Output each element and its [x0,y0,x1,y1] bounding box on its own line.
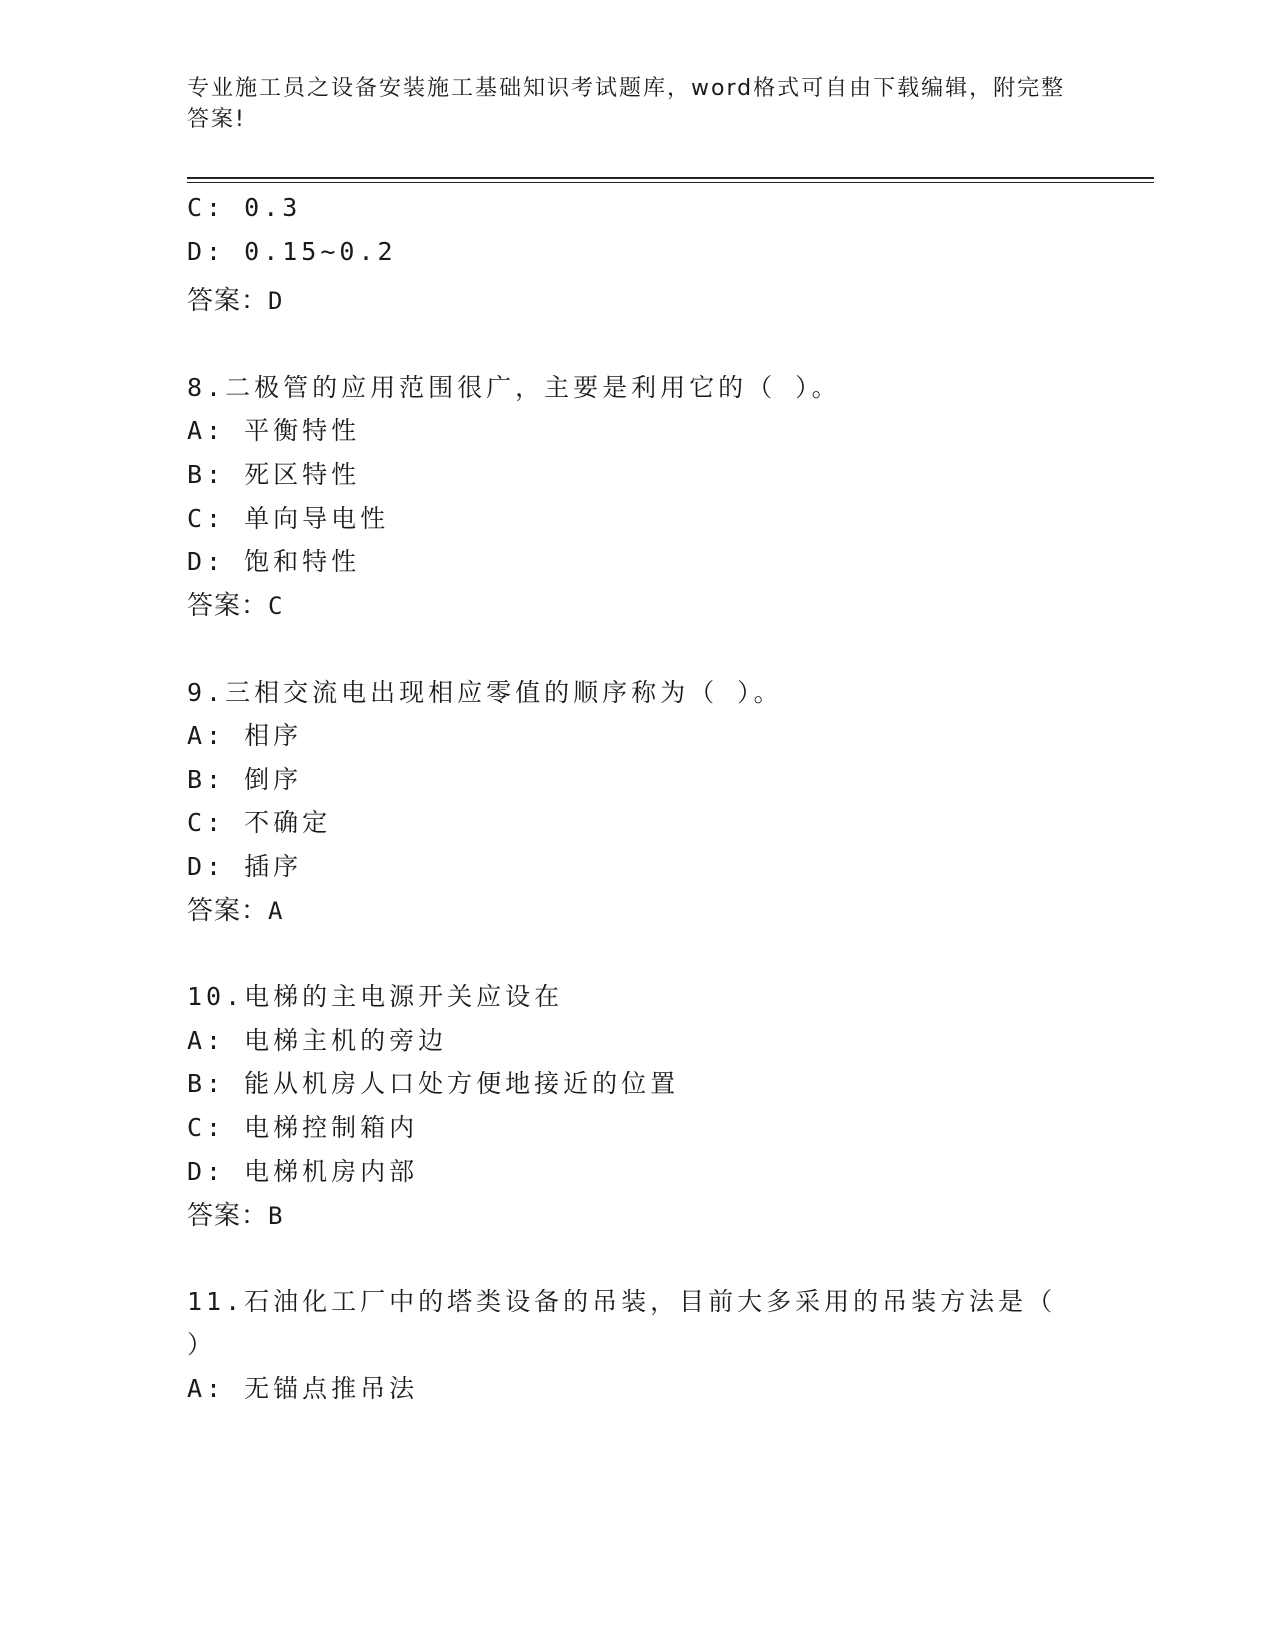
document-header: 专业施工员之设备安装施工基础知识考试题库，word格式可自由下载编辑，附完整答案! [187,76,1066,132]
option-a: A: 相序 [187,721,303,750]
option-c: C: 0.3 [187,193,302,222]
answer-label: 答案： [187,896,269,926]
answer-label: 答案： [187,591,269,621]
question-stem: 8.二极管的应用范围很广，主要是利用它的（ ）。 [187,373,841,402]
answer-line [187,280,283,317]
answer-label: 答案： [187,1201,269,1231]
question-stem: 11.石油化工厂中的塔类设备的吊装，目前大多采用的吊装方法是（ [187,1287,1057,1316]
answer-line [187,1195,283,1232]
answer-value: A [268,897,284,925]
answer-value: B [268,1202,284,1230]
option-d: D: 电梯机房内部 [187,1157,419,1186]
option-c: C: 电梯控制箱内 [187,1113,419,1142]
option-a: A: 无锚点推吊法 [187,1374,419,1403]
answer-line [187,890,283,927]
question-stem-continued: ） [187,1330,217,1359]
answer-line [187,585,283,622]
option-d: D: 0.15~0.2 [187,237,397,266]
option-c: C: 单向导电性 [187,504,390,533]
header-divider-thin [187,182,1154,183]
option-b: B: 能从机房人口处方便地接近的位置 [187,1069,680,1098]
option-d: D: 插序 [187,852,303,881]
answer-value: D [268,287,284,315]
question-stem: 10.电梯的主电源开关应设在 [187,982,564,1011]
option-b: B: 倒序 [187,765,303,794]
option-a: A: 电梯主机的旁边 [187,1026,448,1055]
header-divider-thick [187,177,1154,179]
option-d: D: 饱和特性 [187,547,361,576]
option-a: A: 平衡特性 [187,416,361,445]
option-b: B: 死区特性 [187,460,361,489]
option-c: C: 不确定 [187,808,332,837]
answer-label: 答案： [187,286,269,316]
question-stem: 9.三相交流电出现相应零值的顺序称为（ ）。 [187,678,783,707]
answer-value: C [268,592,284,620]
